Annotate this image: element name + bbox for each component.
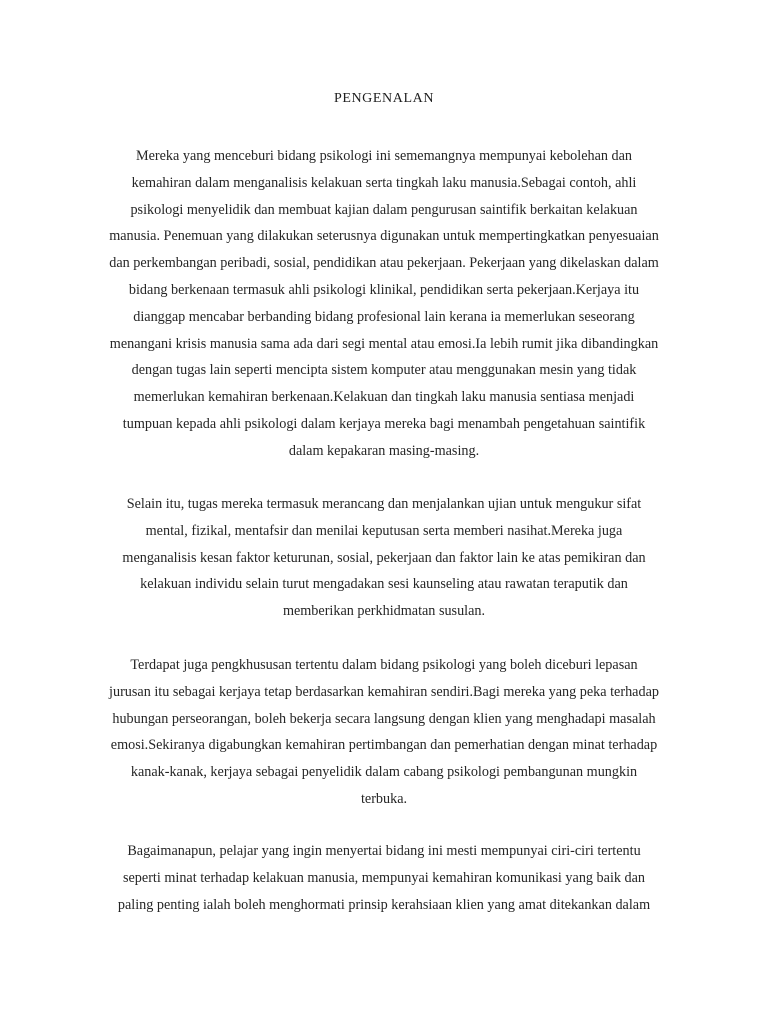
paragraph-line: emosi.Sekiranya digabungkan kemahiran pertimbangan dan pemerhatian dengan minat terhadap — [110, 737, 658, 754]
paragraph-line: kanak-kanak, kerjaya sebagai penyelidik dalam cabang psikologi pembangunan mungkin — [130, 764, 638, 781]
paragraph-line: memerlukan kemahiran berkenaan.Kelakuan dan tingkah laku manusia sentiasa menjadi — [133, 389, 635, 406]
paragraph-line: dalam kepakaran masing-masing. — [288, 442, 480, 459]
paragraph-line: menangani krisis manusia sama ada dari segi mental atau emosi.Ia lebih rumit jika dibandingkan — [109, 335, 659, 352]
paragraph-3 — [40, 652, 728, 813]
paragraph-line: Mereka yang menceburi bidang psikologi ini sememangnya mempunyai kebolehan dan — [135, 148, 633, 164]
paragraph-line: kelakuan individu selain turut mengadakan sesi kaunseling atau rawatan teraputik dan — [140, 576, 628, 593]
paragraph-line: dengan tugas lain seperti mencipta sistem komputer atau menggunakan mesin yang tidak — [131, 362, 637, 379]
paragraph-line: dan perkembangan peribadi, sosial, pendidikan atau pekerjaan. Pekerjaan yang dikelaskan dalam — [109, 255, 659, 272]
paragraph-line: mental, fizikal, mentafsir dan menilai keputusan serta memberi nasihat.Mereka juga — [145, 522, 623, 539]
paragraph-line: hubungan perseorangan, boleh bekerja secara langsung dengan klien yang menghadapi masalah — [112, 710, 656, 727]
paragraph-line: dianggap mencabar berbanding bidang profesional lain kerana ia memerlukan seseorang — [133, 308, 635, 325]
page-title: PENGENALAN — [333, 91, 435, 106]
paragraph-line: manusia. Penemuan yang dilakukan seterusnya digunakan untuk mempertingkatkan penyesuaian — [109, 228, 659, 245]
paragraph-line: paling penting ialah boleh menghormati prinsip kerahsiaan klien yang amat ditekankan dalam — [117, 896, 651, 913]
paragraph-line: memberikan perkhidmatan susulan. — [282, 603, 486, 620]
paragraph-line: seperti minat terhadap kelakuan manusia, mempunyai kemahiran komunikasi yang baik dan — [122, 869, 646, 886]
paragraph-line: jurusan itu sebagai kerjaya tetap berdasarkan kemahiran sendiri.Bagi mereka yang peka terhadap — [109, 683, 659, 700]
paragraph-line: kemahiran dalam menganalisis kelakuan serta tingkah laku manusia.Sebagai contoh, ahli — [131, 174, 637, 191]
paragraph-2 — [40, 491, 728, 625]
paragraph-line: tumpuan kepada ahli psikologi dalam kerjaya mereka bagi menambah pengetahuan saintifik — [122, 415, 646, 432]
paragraph-line: Bagaimanapun, pelajar yang ingin menyertai bidang ini mesti mempunyai ciri-ciri tertentu — [127, 843, 641, 859]
paragraph-4 — [40, 838, 728, 918]
paragraph-1 — [40, 143, 728, 465]
paragraph-line: bidang berkenaan termasuk ahli psikologi klinikal, pendidikan serta pekerjaan.Kerjaya itu — [128, 281, 640, 298]
paragraph-line: psikologi menyelidik dan membuat kajian dalam pengurusan saintifik berkaitan kelakuan — [130, 201, 638, 218]
paragraph-line: menganalisis kesan faktor keturunan, sosial, pekerjaan dan faktor lain ke atas pemikiran dan — [122, 549, 646, 566]
paragraph-line: terbuka. — [360, 790, 408, 807]
paragraph-line: Selain itu, tugas mereka termasuk merancang dan menjalankan ujian untuk mengukur sifat — [126, 496, 642, 512]
paragraph-line: Terdapat juga pengkhususan tertentu dalam bidang psikologi yang boleh diceburi lepasan — [130, 657, 638, 673]
